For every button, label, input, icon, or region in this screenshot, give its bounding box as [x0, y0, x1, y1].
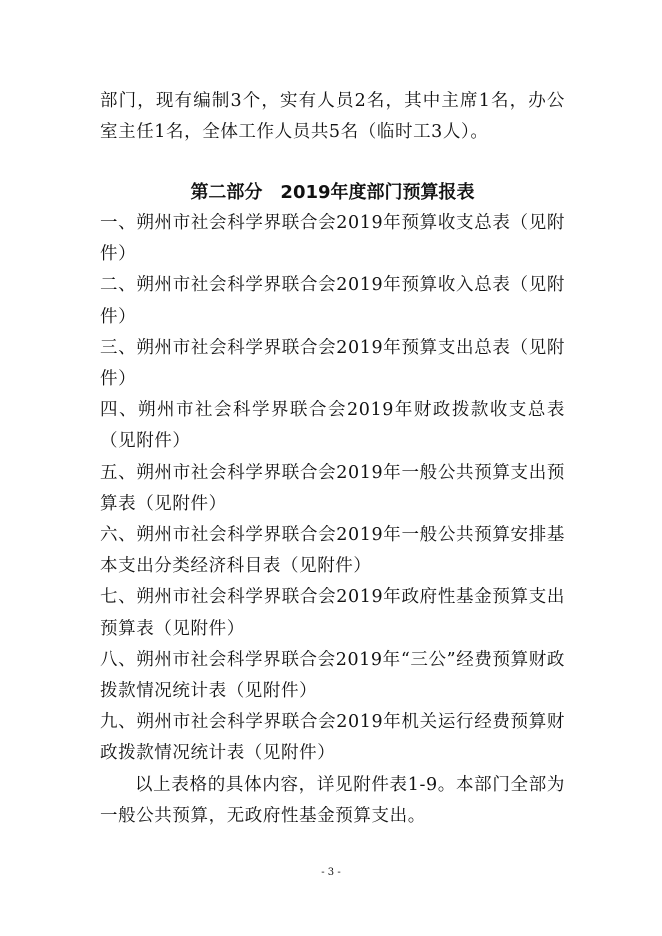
list-item: 六、朔州市社会科学界联合会2019年一般公共预算安排基本支出分类经济科目表（见附件）	[100, 525, 565, 577]
list-item: 二、朔州市社会科学界联合会2019年预算收入总表（见附件）	[100, 275, 565, 327]
list-item: 九、朔州市社会科学界联合会2019年机关运行经费预算财政拨款情况统计表（见附件）	[100, 712, 565, 764]
list-item: 八、朔州市社会科学界联合会2019年“三公”经费预算财政拨款情况统计表（见附件）	[100, 649, 565, 702]
list-item: 七、朔州市社会科学界联合会2019年政府性基金预算支出预算表（见附件）	[100, 587, 565, 639]
list-item: 一、朔州市社会科学界联合会2019年预算收支总表（见附件）	[100, 213, 565, 265]
list-item: 五、朔州市社会科学界联合会2019年一般公共预算支出预算表（见附件）	[100, 462, 565, 514]
closing-paragraph: 以上表格的具体内容，详见附件表1-9。本部门全部为一般公共预算，无政府性基金预算支出。	[100, 775, 565, 827]
list-item: 三、朔州市社会科学界联合会2019年预算支出总表（见附件）	[100, 337, 565, 390]
report-list	[100, 208, 565, 770]
section-heading: 第二部分 2019年度部门预算报表	[190, 182, 475, 203]
list-item: 四、朔州市社会科学界联合会2019年财政拨款收支总表（见附件）	[100, 400, 565, 452]
intro-paragraph: 部门，现有编制3个，实有人员2名，其中主席1名，办公室主任1名，全体工作人员共5名（临时工3人）。	[100, 91, 565, 143]
page-number: - 3 -	[321, 867, 341, 878]
